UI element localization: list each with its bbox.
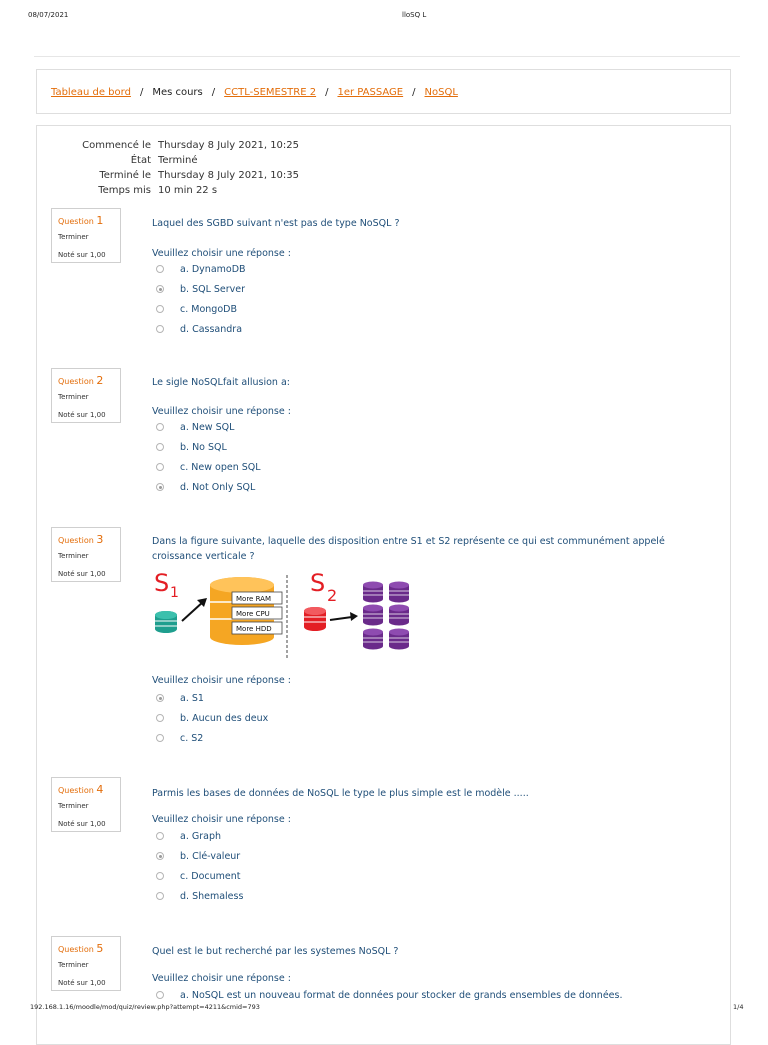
radio-button[interactable] xyxy=(156,991,164,999)
question-grade: Noté sur 1,00 xyxy=(58,570,106,578)
answer-label: a. Graph xyxy=(180,831,222,842)
question-grade: Noté sur 1,00 xyxy=(58,411,106,419)
figure-s2-subscript: 2 xyxy=(327,586,338,605)
question-grade: Noté sur 1,00 xyxy=(58,979,106,987)
upgrade-tag-hdd xyxy=(232,622,282,634)
upgrade-tag-ram xyxy=(232,592,282,604)
breadcrumb-section-link[interactable]: 1er PASSAGE xyxy=(337,87,404,98)
question-label: Question xyxy=(58,536,94,545)
question-number: 3 xyxy=(96,533,104,546)
summary-row-time-taken xyxy=(56,185,456,200)
figure-tag-ram: More RAM xyxy=(236,595,271,603)
arrow-icon xyxy=(330,617,352,620)
question-info-3 xyxy=(51,527,121,582)
answer-label: a. New SQL xyxy=(180,422,235,433)
attempt-summary xyxy=(56,140,456,200)
radio-button[interactable] xyxy=(156,892,164,900)
breadcrumb-dashboard-link[interactable]: Tableau de bord xyxy=(51,87,131,98)
figure-s2-label: S xyxy=(310,569,326,597)
radio-button-checked[interactable] xyxy=(156,694,164,702)
question-info-1 xyxy=(51,208,121,263)
summary-value: 10 min 22 s xyxy=(158,185,218,196)
radio-button-checked[interactable] xyxy=(156,852,164,860)
question-grade: Noté sur 1,00 xyxy=(58,820,106,828)
summary-row-completed xyxy=(56,170,456,185)
breadcrumb-quiz-link[interactable]: NoSQL xyxy=(424,87,458,98)
answer-label: b. No SQL xyxy=(180,442,227,453)
answer-label: a. S1 xyxy=(180,693,204,704)
small-teal-cylinder-icon xyxy=(155,611,177,633)
upgrade-tag-cpu xyxy=(232,607,282,619)
answer-label: b. Aucun des deux xyxy=(180,713,269,724)
answer-label: d. Not Only SQL xyxy=(180,482,256,493)
breadcrumb-course-link[interactable]: CCTL-SEMESTRE 2 xyxy=(224,87,317,98)
question-number: 4 xyxy=(96,783,104,796)
answer-label: c. MongoDB xyxy=(180,304,237,315)
question-state: Terminer xyxy=(58,802,89,810)
radio-button[interactable] xyxy=(156,325,164,333)
question-label: Question xyxy=(58,786,94,795)
figure-tag-hdd: More HDD xyxy=(236,625,272,633)
radio-button[interactable] xyxy=(156,832,164,840)
question-label: Question xyxy=(58,945,94,954)
figure-s1-subscript: 1 xyxy=(170,585,179,601)
question-text: Parmis les bases de données de NoSQL le type le plus simple est le modèle ..... xyxy=(152,788,529,799)
scaling-figure xyxy=(152,565,414,660)
question-title xyxy=(58,214,103,227)
answer-label: b. SQL Server xyxy=(180,284,246,295)
radio-button[interactable] xyxy=(156,423,164,431)
summary-row-state xyxy=(56,155,456,170)
breadcrumb-separator: / xyxy=(325,87,329,98)
answer-label: d. Shemaless xyxy=(180,891,244,902)
summary-value: Thursday 8 July 2021, 10:25 xyxy=(158,140,300,151)
page-url: 192.168.1.16/moodle/mod/quiz/review.php?attempt=4211&cmid=793 xyxy=(30,1003,260,1011)
page-number: 1/4 xyxy=(733,1003,744,1011)
purple-cylinder-cluster-icon xyxy=(363,582,409,650)
question-text: Quel est le but recherché par les systemes NoSQL ? xyxy=(152,946,399,957)
radio-button[interactable] xyxy=(156,734,164,742)
question-text: Laquel des SGBD suivant n'est pas de type NoSQL ? xyxy=(152,218,400,229)
answer-label: a. NoSQL est un nouveau format de données pour stocker de grands ensembles de données. xyxy=(180,990,623,1001)
question-number: 2 xyxy=(96,374,104,387)
figure-tag-cpu: More CPU xyxy=(236,610,270,618)
answer-label: b. Clé-valeur xyxy=(180,851,241,862)
question-number: 5 xyxy=(96,942,104,955)
summary-label: Temps mis xyxy=(98,185,151,196)
breadcrumb-bar xyxy=(36,69,731,114)
answer-prompt: Veuillez choisir une réponse : xyxy=(152,814,291,825)
question-label: Question xyxy=(58,377,94,386)
question-text: Le sigle NoSQLfait allusion a: xyxy=(152,377,290,388)
answer-label: a. DynamoDB xyxy=(180,264,246,275)
question-state: Terminer xyxy=(58,552,89,560)
question-text: Dans la figure suivante, laquelle des disposition entre S1 et S2 représente ce qui est communément appelé croissance verticale ? xyxy=(152,536,665,562)
question-state: Terminer xyxy=(58,233,89,241)
question-info-2 xyxy=(51,368,121,423)
summary-label: Terminé le xyxy=(99,170,151,181)
question-number: 1 xyxy=(96,214,104,227)
answer-label: d. Cassandra xyxy=(180,324,243,335)
summary-value: Terminé xyxy=(158,155,198,166)
answer-prompt: Veuillez choisir une réponse : xyxy=(152,675,291,686)
breadcrumb-my-courses: Mes cours xyxy=(152,87,203,98)
question-info-5 xyxy=(51,936,121,991)
answer-prompt: Veuillez choisir une réponse : xyxy=(152,406,291,417)
question-title xyxy=(58,374,103,387)
answer-label: c. Document xyxy=(180,871,241,882)
radio-button-checked[interactable] xyxy=(156,285,164,293)
radio-button[interactable] xyxy=(156,305,164,313)
question-state: Terminer xyxy=(58,961,89,969)
arrow-icon xyxy=(182,601,204,621)
arrowhead-icon xyxy=(350,612,358,621)
breadcrumb-separator: / xyxy=(211,87,216,98)
question-title xyxy=(58,942,103,955)
breadcrumb-separator: / xyxy=(139,87,144,98)
answer-label: c. New open SQL xyxy=(180,462,261,473)
question-grade: Noté sur 1,00 xyxy=(58,251,106,259)
answer-label: c. S2 xyxy=(180,733,204,744)
question-title xyxy=(58,533,103,546)
divider xyxy=(34,56,740,57)
print-title: lloSQ L xyxy=(402,11,427,19)
radio-button[interactable] xyxy=(156,443,164,451)
radio-button[interactable] xyxy=(156,463,164,471)
summary-label: Commencé le xyxy=(82,140,151,151)
summary-row-started xyxy=(56,140,456,155)
breadcrumb xyxy=(51,87,458,98)
summary-label: État xyxy=(130,155,151,166)
question-title xyxy=(58,783,103,796)
answer-prompt: Veuillez choisir une réponse : xyxy=(152,973,291,984)
answer-prompt: Veuillez choisir une réponse : xyxy=(152,248,291,259)
question-label: Question xyxy=(58,217,94,226)
print-header xyxy=(0,8,768,22)
breadcrumb-separator: / xyxy=(412,87,416,98)
figure-s1-label: S xyxy=(154,569,170,597)
print-date: 08/07/2021 xyxy=(28,11,69,19)
question-state: Terminer xyxy=(58,393,89,401)
small-red-cylinder-icon xyxy=(304,607,326,631)
radio-button[interactable] xyxy=(156,872,164,880)
radio-button-checked[interactable] xyxy=(156,483,164,491)
radio-button[interactable] xyxy=(156,265,164,273)
summary-value: Thursday 8 July 2021, 10:35 xyxy=(158,170,300,181)
question-info-4 xyxy=(51,777,121,832)
radio-button[interactable] xyxy=(156,714,164,722)
